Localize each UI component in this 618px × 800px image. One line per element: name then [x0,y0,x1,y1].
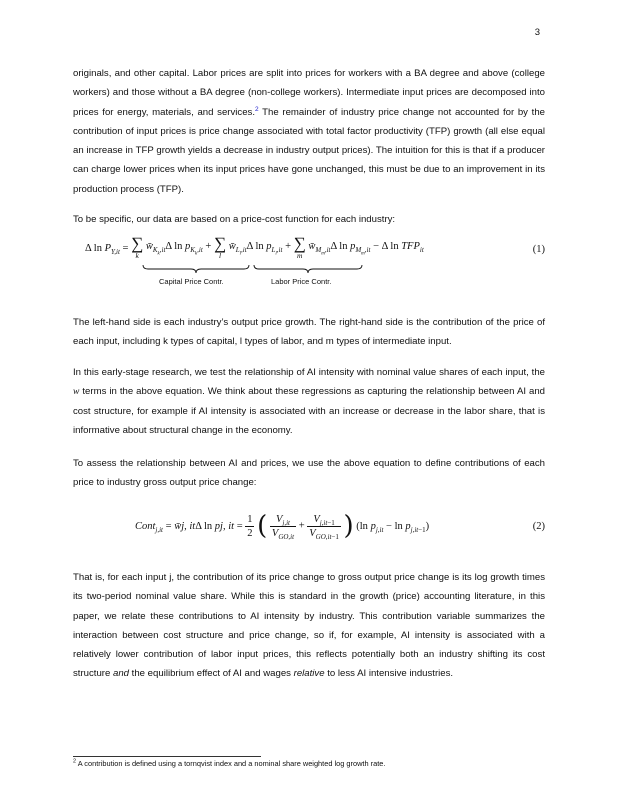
paragraph-6-text-a: That is, for each input j, the contribution of its price change to gross output price change is its log growth times its two-period nominal value share. While this is standard in the growth (price) accounting literature, in this paper, we relate these contributions to AI intensity by industry. This contribution variable summarizes the interaction between cost structure and price change, so if, for example, AI intensity is associated with a relatively lower contribution of labor input prices, this reflects potentially both an industry shifting its cost structure [73,572,545,680]
paragraph-5-text: To assess the relationship between AI and prices, we use the above equation to define contributions of each price to industry gross output price change: [73,458,545,489]
brace-label-labor: Labor Price Contr. [271,277,332,286]
footnote-reference-link[interactable]: 2 [255,105,259,113]
paragraph-6-relative-emphasis: relative [293,668,325,680]
paragraph-4-text-a: In this early-stage research, we test the relationship of AI intensity with nominal value shares of each input, the [73,367,545,378]
footnote [73,759,545,768]
equation-2: Cont$_{j,it}$ = w̄j, itΔ ln pj, it = $\frac{1}{2}$ ( $\frac{V_{j,it}}{V_{GO,it}}$ + $\frac{V_{j,it-1}}{V_{GO,it-1}}$ ) (ln $p_{j,it} - \ln p_{j,it-1}$) (2) [135,511,545,541]
paragraph-3 [73,313,545,352]
paragraph-5 [73,454,545,493]
brace-label-capital: Capital Price Contr. [159,277,224,286]
paragraph-4 [73,363,545,440]
paragraph-2 [73,210,545,229]
paragraph-1-text: originals, and other capital. Labor prices are split into prices for workers with a BA degree and above (college workers) and those without a BA degree (non-college workers). Intermediate input prices are decomposed into prices for energy, materials, and services. [73,68,545,118]
sum-index-l: l [218,251,222,260]
paragraph-6-text-c: to less AI intensive industries. [324,668,454,680]
paragraph-1 [73,64,545,199]
footnote-divider [73,756,261,757]
equation-1: Δ $\ln P_{Y,it}$ = ∑ k $w̄_{K_k,it}\Delta$ $\ln p_{K_k,it}$ + ∑ l $w̄_{L_l,it}\Delta$ $\ln p_{L_l,it}$ + ∑ m $w̄_{M_m,it}\Delta$ $\ln p_{M_m,it} - \Delta$ $\ln TFP_{it}$ (1) Capital Price Contr. Labor Price Contr. [85,234,545,286]
paragraph-2-text: To be specific, our data are based on a price-cost function for each industry: [73,214,396,225]
paragraph-4-text-b: terms in the above equation. We think about these regressions as capturing the relationship between AI and cost structure, for example if AI intensity is associated with an increase or decrease in the labor share, that is informative about structural change in the economy. [73,386,545,436]
paragraph-1-rest: The remainder of industry price change not accounted for by the contribution of input prices is price change associated with total factor productivity (TFP) growth (all else equal an increase in TFP growth yields a decrease in industry output prices). The intuition for this is that if a producer can charge lower prices when its input prices have gone unchanged, this must be due to an improvement in its production process (TFP). [73,106,546,195]
paragraph-6-and-emphasis: and [113,668,130,680]
paragraph-6-text-b: the equilibrium effect of AI and wages [129,668,294,680]
sum-index-k: k [135,251,139,260]
equation-1-number: (1) [532,244,545,255]
paragraph-4-w-symbol: w [73,386,80,398]
paragraph-3-text: The left-hand side is each industry’s output price growth. The right-hand side is the contribution of the price of each input, including k types of capital, l types of labor, and m types of intermediate input. [73,317,545,348]
underbrace-labor [253,264,363,274]
page-number: 3 [534,27,540,38]
footnote-text: A contribution is defined using a tornqvist index and a nominal share weighted log growth rate. [77,759,386,768]
paragraph-6 [73,568,545,684]
sum-index-m: m [296,251,303,260]
footnote-mark: 2 [73,758,77,765]
equation-2-number: (2) [532,521,545,532]
underbrace-capital [142,264,250,274]
